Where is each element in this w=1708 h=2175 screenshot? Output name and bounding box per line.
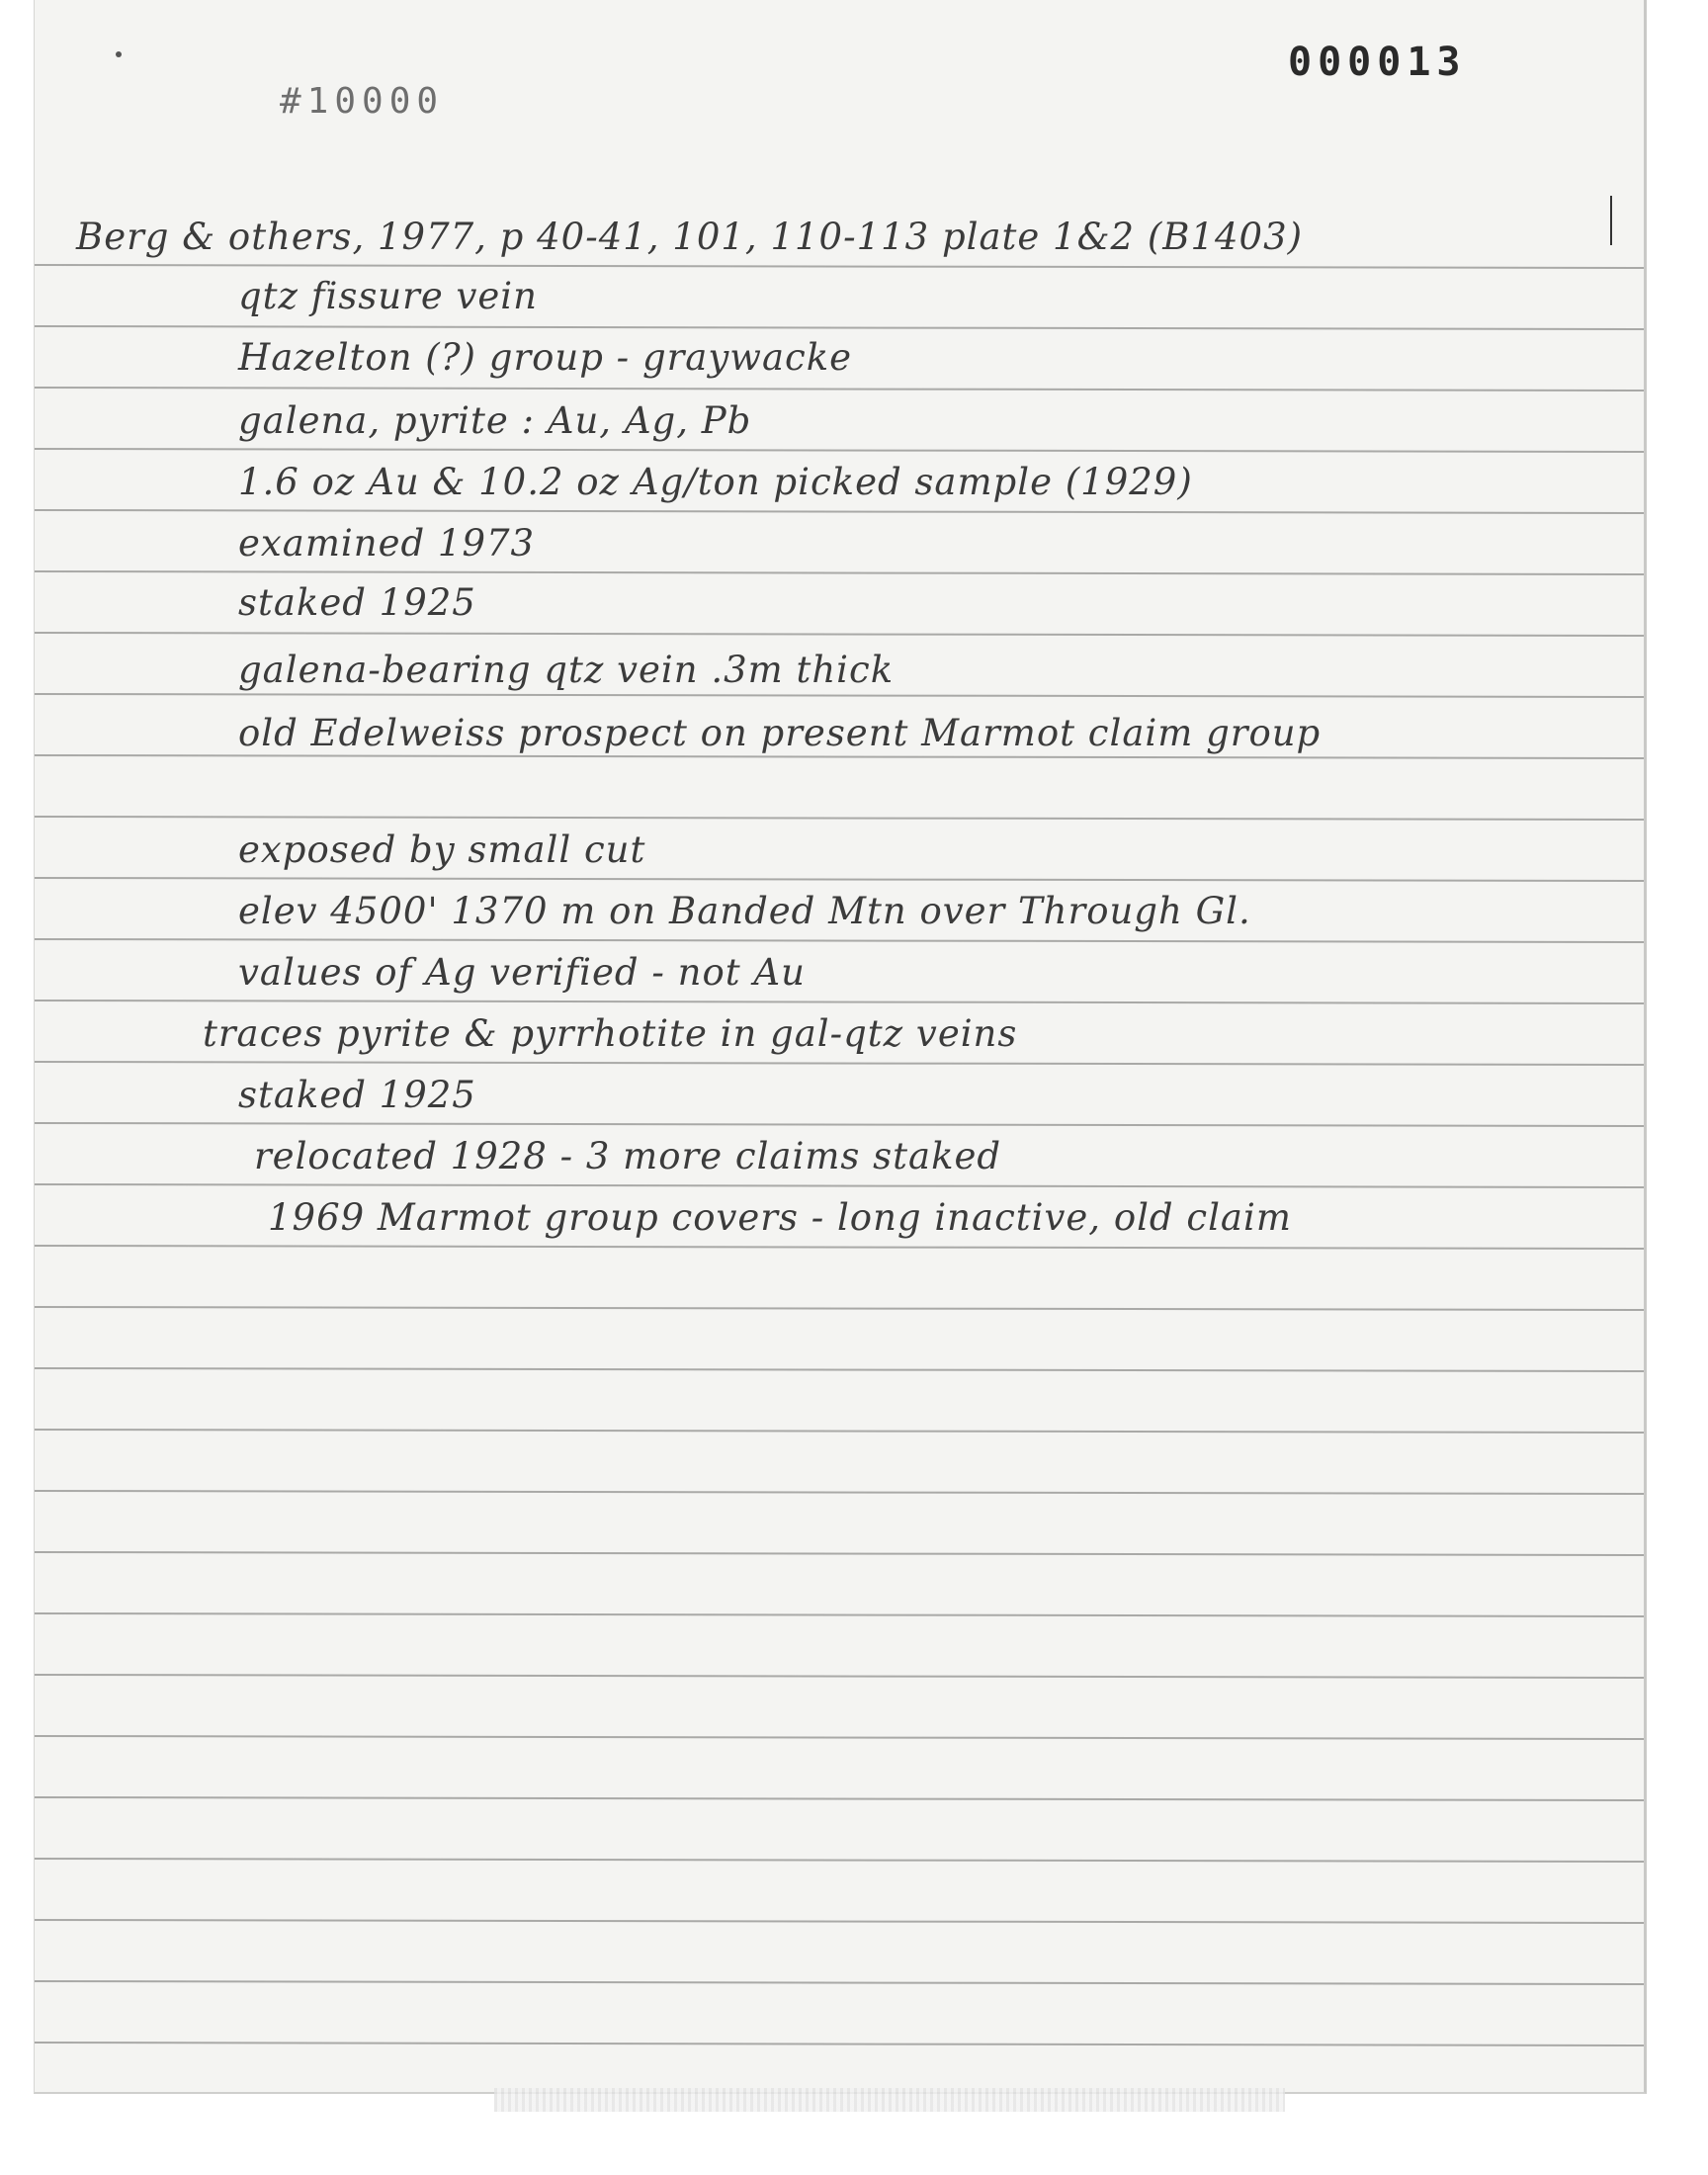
ruled-line [35,755,1644,758]
ruled-line [35,633,1644,636]
note-line: traces pyrite & pyrrhotite in gal-qtz veins [203,1012,1018,1055]
ruled-line [35,1368,1644,1371]
note-line: Berg & others, 1977, p 40-41, 101, 110-113 plate 1&2 (B1403) [76,216,1304,258]
note-line: galena-bearing qtz vein .3m thick [238,649,895,691]
ruled-line [35,571,1644,574]
note-line: examined 1973 [238,522,536,565]
ruled-line [35,2043,1644,2045]
file-number-stamp: #10000 [280,81,445,122]
ruled-line [35,1981,1644,1984]
ruled-line [35,265,1644,268]
ruled-line [35,1000,1644,1003]
ruled-line [35,878,1644,881]
note-line: old Edelweiss prospect on present Marmot claim group [238,712,1322,754]
ruled-line [35,326,1644,329]
ruled-line [35,1675,1644,1678]
note-line: Hazelton (?) group - graywacke [238,336,853,379]
note-line: elev 4500' 1370 m on Banded Mtn over Through Gl. [238,890,1251,932]
ruled-line [35,1430,1644,1433]
ruled-line [35,1736,1644,1739]
ruled-line [35,1246,1644,1249]
note-line: 1969 Marmot group covers - long inactive, old claim [268,1196,1292,1239]
ruled-line [35,388,1644,391]
ruled-line [35,1062,1644,1065]
note-line: qtz fissure vein [238,275,538,317]
ruled-line [35,1184,1644,1187]
note-line: exposed by small cut [238,828,646,871]
ruled-line [35,510,1644,513]
margin-mark [1610,196,1612,245]
page-number-stamp: 000013 [1288,40,1467,85]
ruled-line [35,939,1644,942]
ruled-line [35,1613,1644,1616]
note-line: values of Ag verified - not Au [238,951,806,994]
ruled-line [35,1552,1644,1555]
ruled-line [35,449,1644,452]
ruled-line [35,1123,1644,1126]
note-line: galena, pyrite : Au, Ag, Pb [238,399,752,442]
ruled-line [35,1859,1644,1862]
note-line: relocated 1928 - 3 more claims staked [254,1135,1002,1177]
ruled-line [35,1307,1644,1310]
ink-dot [116,51,122,57]
ruled-line [35,1491,1644,1494]
ruled-line [35,694,1644,697]
note-line: staked 1925 [238,1074,476,1116]
ruled-line [35,1920,1644,1923]
ruled-line [35,817,1644,820]
ruled-line [35,1797,1644,1800]
scan-edge [494,2088,1285,2112]
note-line: 1.6 oz Au & 10.2 oz Ag/ton picked sample (1929) [238,461,1193,503]
note-line: staked 1925 [238,581,476,624]
notebook-page [34,0,1647,2094]
